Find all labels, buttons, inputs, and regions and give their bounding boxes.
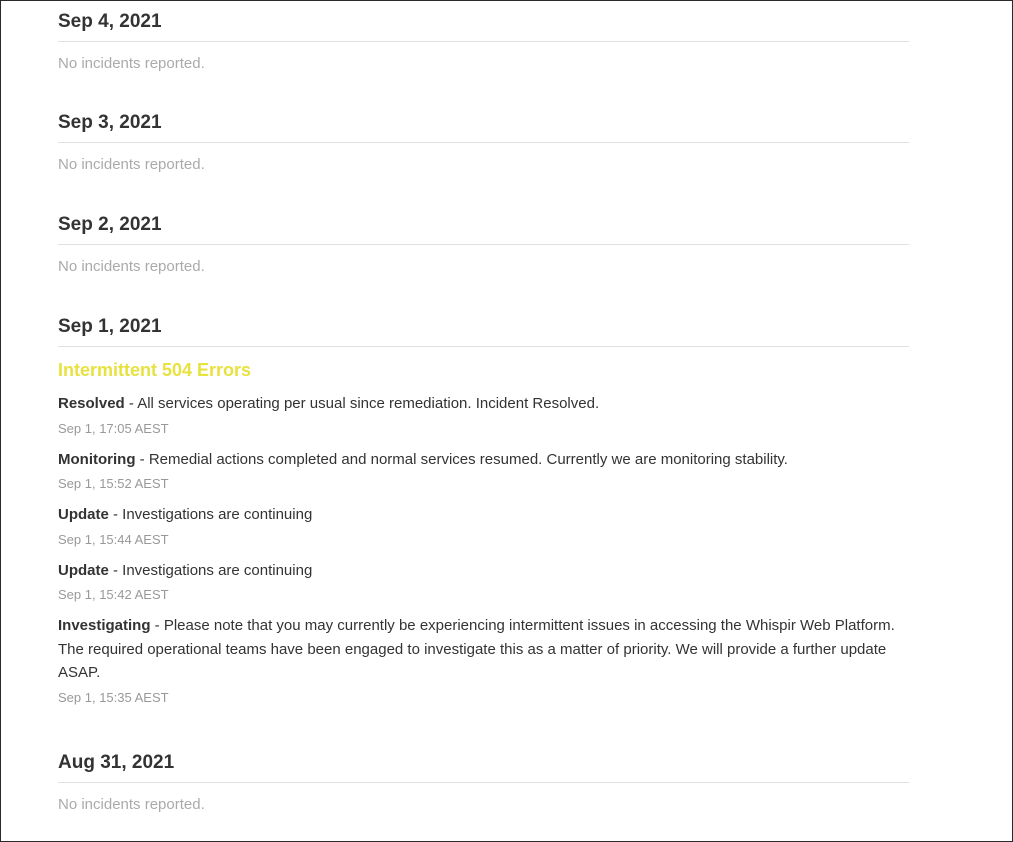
update-status: Update bbox=[58, 506, 109, 523]
update-status: Update bbox=[58, 561, 109, 579]
day-date: Sep 3, 2021 bbox=[58, 102, 909, 143]
incident-update bbox=[58, 448, 909, 494]
no-incidents-text: No incidents reported. bbox=[58, 796, 205, 813]
update-timestamp: Sep 1, 15:35 AEST bbox=[58, 689, 169, 705]
incident-history bbox=[58, 1, 909, 842]
update-status: Investigating bbox=[58, 617, 151, 634]
day-date: Aug 31, 2021 bbox=[58, 742, 909, 783]
no-incidents-text: No incidents reported. bbox=[58, 156, 205, 173]
update-text: - Please note that you may currently be experiencing intermittent issues in accessing the Whispir Web Platform. The required operational teams have been engaged to investigate this as a matter of priority. We will provide a further update ASAP. bbox=[58, 617, 895, 681]
update-text: - Investigations are continuing bbox=[108, 561, 313, 579]
incident-update bbox=[58, 392, 909, 438]
update-text: - All services operating per usual since remediation. Incident Resolved. bbox=[124, 395, 600, 412]
update-status: Monitoring bbox=[58, 450, 136, 468]
update-body bbox=[58, 448, 909, 472]
update-timestamp: Sep 1, 15:42 AEST bbox=[58, 587, 169, 602]
incident-update bbox=[58, 559, 909, 605]
update-timestamp: Sep 1, 17:05 AEST bbox=[58, 420, 169, 436]
update-body bbox=[58, 503, 909, 527]
update-timestamp: Sep 1, 15:44 AEST bbox=[58, 531, 169, 547]
day-date: Sep 4, 2021 bbox=[58, 1, 909, 42]
update-text: - Investigations are continuing bbox=[108, 506, 313, 523]
incident-update bbox=[58, 503, 909, 549]
day-aug-31 bbox=[58, 742, 909, 842]
day-sep-3 bbox=[58, 102, 909, 204]
day-date: Sep 1, 2021 bbox=[58, 306, 909, 347]
update-body bbox=[58, 559, 909, 583]
day-sep-1 bbox=[58, 306, 909, 742]
incident-title-link[interactable]: Intermittent 504 Errors bbox=[58, 360, 252, 380]
update-body bbox=[58, 614, 909, 685]
day-date: Sep 2, 2021 bbox=[58, 204, 909, 245]
incident-update bbox=[58, 614, 909, 707]
update-text: - Remedial actions completed and normal services resumed. Currently we are monitoring stability. bbox=[135, 450, 788, 468]
no-incidents-text: No incidents reported. bbox=[58, 258, 205, 275]
update-timestamp: Sep 1, 15:52 AEST bbox=[58, 476, 169, 491]
day-sep-2 bbox=[58, 204, 909, 306]
update-body bbox=[58, 392, 909, 416]
update-status: Resolved bbox=[58, 395, 125, 412]
day-sep-4 bbox=[58, 1, 909, 102]
no-incidents-text: No incidents reported. bbox=[58, 55, 205, 72]
